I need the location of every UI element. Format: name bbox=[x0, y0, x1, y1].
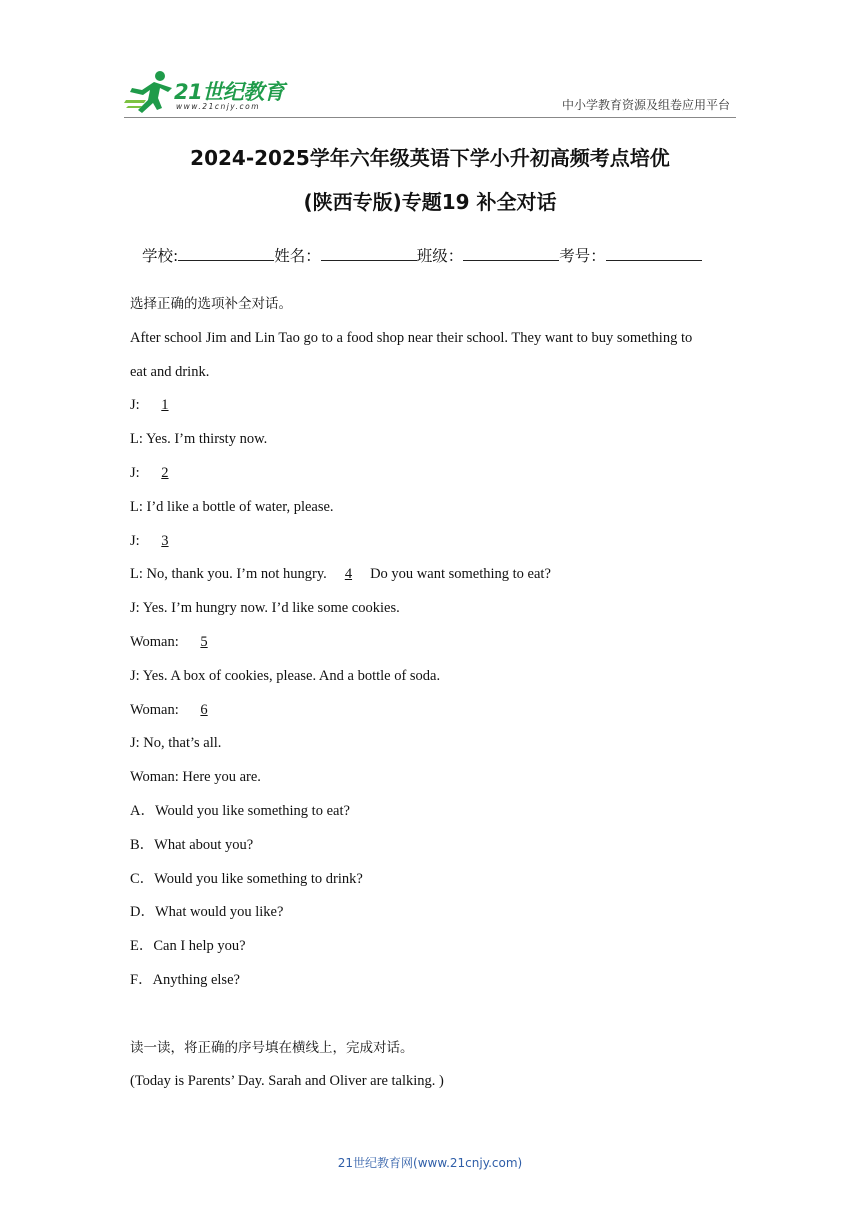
dialog-text: No, thank you. I’m not hungry. bbox=[146, 566, 327, 583]
page-header bbox=[0, 0, 860, 118]
dialog-text: Yes. I’m thirsty now. bbox=[145, 431, 268, 448]
speaker-label: L: bbox=[130, 566, 147, 583]
answer-blank[interactable]: 6 bbox=[200, 701, 208, 718]
school-blank[interactable] bbox=[178, 245, 274, 261]
option-item: A．Would you like something to eat? bbox=[130, 802, 350, 819]
school-label: 学校: bbox=[142, 247, 179, 265]
option-item: D．What would you like? bbox=[130, 904, 284, 921]
answer-blank[interactable]: 1 bbox=[161, 397, 169, 414]
speaker-label: J: bbox=[130, 667, 143, 684]
header-divider bbox=[124, 117, 736, 118]
speaker-label: J: bbox=[130, 532, 144, 549]
answer-blank[interactable]: 5 bbox=[200, 633, 208, 650]
dialog-text: Yes. I’m hungry now. I’d like some cookies. bbox=[142, 600, 400, 617]
class-blank[interactable] bbox=[463, 245, 559, 261]
dialog-line bbox=[130, 767, 730, 801]
dialog-text: Yes. A box of cookies, please. And a bottle of soda. bbox=[142, 667, 441, 684]
dialog-line bbox=[130, 564, 730, 598]
page-footer: 21世纪教育网(www.21cnjy.com) bbox=[337, 1156, 523, 1170]
options-list bbox=[130, 801, 730, 1004]
name-label: 姓名： bbox=[274, 247, 321, 265]
speaker-label: L: bbox=[130, 498, 147, 515]
document-title-line2: (陕西专版)专题19 补全对话 bbox=[303, 190, 557, 214]
dialog-text: Do you want something to eat? bbox=[370, 566, 551, 583]
speaker-label: Woman: bbox=[130, 633, 183, 650]
dialog-line bbox=[130, 497, 730, 531]
speaker-label: J: bbox=[130, 397, 144, 414]
option-item: E．Can I help you? bbox=[130, 938, 246, 955]
dialog-line bbox=[130, 700, 730, 734]
logo-text: 21世纪教育 bbox=[174, 80, 285, 104]
answer-blank[interactable]: 4 bbox=[344, 566, 353, 583]
speaker-label: J: bbox=[130, 464, 144, 481]
answer-blank[interactable]: 2 bbox=[161, 464, 169, 481]
class-label: 班级： bbox=[416, 247, 464, 265]
section2-instruction: 读一读，将正确的序号填在横线上，完成对话。 bbox=[130, 1039, 414, 1056]
dialog-line bbox=[130, 463, 730, 497]
dialog-line bbox=[130, 733, 730, 767]
section1-instruction: 选择正确的选项补全对话。 bbox=[130, 296, 292, 312]
speaker-label: L: bbox=[130, 431, 146, 448]
section2-intro: (Today is Parents’ Day. Sarah and Oliver are talking. ) bbox=[130, 1073, 444, 1090]
platform-tagline: 中小学教育资源及组卷应用平台 bbox=[561, 98, 730, 112]
option-item: F．Anything else? bbox=[130, 971, 240, 988]
number-label: 考号： bbox=[559, 247, 606, 265]
dialog-line bbox=[130, 632, 730, 666]
speaker-label: Woman: bbox=[130, 701, 183, 718]
dialog-text: Here you are. bbox=[182, 769, 261, 786]
option-item: C．Would you like something to drink? bbox=[130, 870, 363, 887]
number-blank[interactable] bbox=[606, 245, 702, 261]
speaker-label: J: bbox=[130, 735, 144, 752]
speaker-label: J: bbox=[130, 600, 143, 617]
section1-intro-line2: eat and drink. bbox=[130, 363, 210, 380]
dialog-text: I’d like a bottle of water, please. bbox=[146, 498, 334, 515]
site-logo bbox=[124, 70, 294, 116]
dialog-line bbox=[130, 429, 730, 463]
section-gap bbox=[130, 1004, 730, 1038]
option-item: B．What about you? bbox=[130, 836, 254, 853]
document-body bbox=[130, 294, 730, 1105]
dialog-line bbox=[130, 395, 730, 429]
dialog-line bbox=[130, 531, 730, 565]
student-info-row bbox=[142, 244, 702, 266]
runner-logo-icon bbox=[124, 70, 178, 114]
name-blank[interactable] bbox=[321, 245, 417, 261]
speaker-label: Woman: bbox=[130, 769, 183, 786]
dialog-text: No, that’s all. bbox=[143, 735, 222, 752]
dialog-list bbox=[130, 395, 730, 801]
dialog-line bbox=[130, 666, 730, 700]
dialog-line bbox=[130, 598, 730, 632]
answer-blank[interactable]: 3 bbox=[161, 532, 169, 549]
section1-intro-line1: After school Jim and Lin Tao go to a food shop near their school. They want to buy something to bbox=[130, 329, 693, 346]
document-title-line1: 2024-2025学年六年级英语下学小升初高频考点培优 bbox=[190, 146, 670, 170]
logo-url: www.21cnjy.com bbox=[176, 102, 261, 111]
